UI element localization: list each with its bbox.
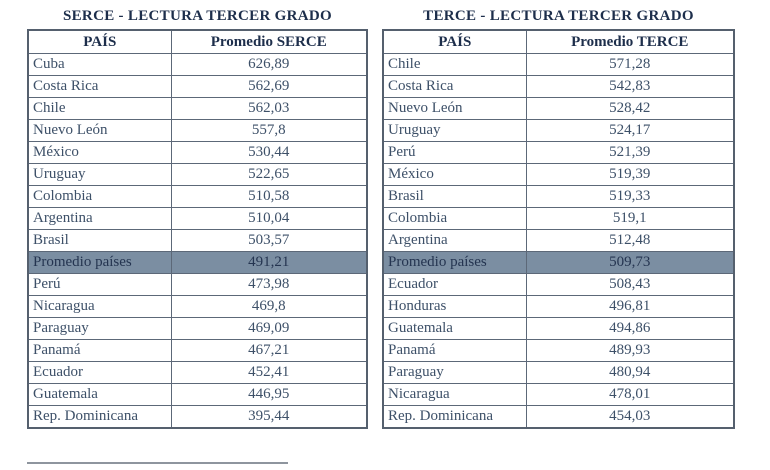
country-cell: Nicaragua: [28, 296, 171, 318]
table-row: [383, 120, 734, 142]
value-cell: 489,93: [526, 340, 734, 362]
country-cell: Costa Rica: [383, 76, 526, 98]
country-cell: Argentina: [28, 208, 171, 230]
country-cell: Cuba: [28, 54, 171, 76]
country-cell: Chile: [383, 54, 526, 76]
serce-table-section: [27, 7, 368, 429]
table-row: [28, 120, 367, 142]
value-cell: 469,09: [171, 318, 367, 340]
table-row: [383, 384, 734, 406]
table-row: [383, 164, 734, 186]
table-row: [383, 208, 734, 230]
country-column-header: PAÍS: [28, 30, 171, 54]
country-cell: Perú: [28, 274, 171, 296]
value-cell: 626,89: [171, 54, 367, 76]
serce-table: [27, 29, 368, 429]
table-row: [28, 406, 367, 429]
value-cell: 503,57: [171, 230, 367, 252]
value-cell: 524,17: [526, 120, 734, 142]
value-cell: 454,03: [526, 406, 734, 429]
table-row: [383, 98, 734, 120]
table-row: [383, 340, 734, 362]
country-cell: Nicaragua: [383, 384, 526, 406]
table-row: [28, 164, 367, 186]
serce-table-title: SERCE - LECTURA TERCER GRADO: [62, 8, 332, 24]
country-cell: Promedio países: [383, 252, 526, 274]
country-cell: Honduras: [383, 296, 526, 318]
value-cell: 467,21: [171, 340, 367, 362]
country-cell: México: [383, 164, 526, 186]
value-cell: 528,42: [526, 98, 734, 120]
table-row: [28, 186, 367, 208]
country-cell: Colombia: [383, 208, 526, 230]
terce-table: [382, 29, 735, 429]
country-cell: Uruguay: [383, 120, 526, 142]
country-cell: Costa Rica: [28, 76, 171, 98]
value-cell: 519,33: [526, 186, 734, 208]
country-cell: Guatemala: [28, 384, 171, 406]
value-cell: 480,94: [526, 362, 734, 384]
table-row: [383, 230, 734, 252]
country-cell: Promedio países: [28, 252, 171, 274]
average-column-header: Promedio SERCE: [171, 30, 367, 54]
table-row: [383, 76, 734, 98]
value-cell: 522,65: [171, 164, 367, 186]
table-row: [383, 362, 734, 384]
value-cell: 469,8: [171, 296, 367, 318]
country-cell: Panamá: [28, 340, 171, 362]
country-cell: Argentina: [383, 230, 526, 252]
table-row: [28, 296, 367, 318]
value-cell: 510,04: [171, 208, 367, 230]
country-cell: Guatemala: [383, 318, 526, 340]
value-cell: 571,28: [526, 54, 734, 76]
country-cell: Chile: [28, 98, 171, 120]
average-column-header: Promedio TERCE: [526, 30, 734, 54]
value-cell: 519,39: [526, 164, 734, 186]
value-cell: 542,83: [526, 76, 734, 98]
table-row: [28, 362, 367, 384]
value-cell: 494,86: [526, 318, 734, 340]
table-row: [28, 274, 367, 296]
country-cell: Rep. Dominicana: [28, 406, 171, 429]
value-cell: 496,81: [526, 296, 734, 318]
country-cell: Brasil: [28, 230, 171, 252]
country-cell: Brasil: [383, 186, 526, 208]
value-cell: 562,69: [171, 76, 367, 98]
value-cell: 446,95: [171, 384, 367, 406]
table-row: [28, 230, 367, 252]
value-cell: 519,1: [526, 208, 734, 230]
country-cell: Rep. Dominicana: [383, 406, 526, 429]
country-cell: Paraguay: [28, 318, 171, 340]
country-cell: Colombia: [28, 186, 171, 208]
value-cell: 530,44: [171, 142, 367, 164]
country-cell: Nuevo León: [28, 120, 171, 142]
table-row: [383, 318, 734, 340]
table-row: [383, 296, 734, 318]
value-cell: 473,98: [171, 274, 367, 296]
table-row: [28, 54, 367, 76]
cutoff-element-top-border: [27, 462, 288, 464]
country-average-row: [28, 252, 367, 274]
table-row: [28, 340, 367, 362]
table-row: [383, 406, 734, 429]
country-cell: Ecuador: [28, 362, 171, 384]
value-cell: 521,39: [526, 142, 734, 164]
country-cell: Panamá: [383, 340, 526, 362]
table-row: [28, 384, 367, 406]
table-row: [28, 98, 367, 120]
table-row: [383, 186, 734, 208]
header-row: [28, 30, 367, 54]
header-row: [383, 30, 734, 54]
table-row: [383, 274, 734, 296]
country-cell: Uruguay: [28, 164, 171, 186]
value-cell: 508,43: [526, 274, 734, 296]
table-row: [28, 76, 367, 98]
value-cell: 557,8: [171, 120, 367, 142]
country-cell: Ecuador: [383, 274, 526, 296]
value-cell: 395,44: [171, 406, 367, 429]
country-column-header: PAÍS: [383, 30, 526, 54]
value-cell: 452,41: [171, 362, 367, 384]
value-cell: 510,58: [171, 186, 367, 208]
table-row: [383, 54, 734, 76]
value-cell: 562,03: [171, 98, 367, 120]
country-cell: México: [28, 142, 171, 164]
table-row: [28, 318, 367, 340]
table-row: [28, 142, 367, 164]
table-row: [383, 142, 734, 164]
value-cell: 509,73: [526, 252, 734, 274]
country-cell: Paraguay: [383, 362, 526, 384]
country-cell: Perú: [383, 142, 526, 164]
country-average-row: [383, 252, 734, 274]
value-cell: 491,21: [171, 252, 367, 274]
country-cell: Nuevo León: [383, 98, 526, 120]
value-cell: 512,48: [526, 230, 734, 252]
terce-table-section: [382, 7, 735, 429]
terce-table-title: TERCE - LECTURA TERCER GRADO: [423, 8, 694, 24]
value-cell: 478,01: [526, 384, 734, 406]
table-row: [28, 208, 367, 230]
